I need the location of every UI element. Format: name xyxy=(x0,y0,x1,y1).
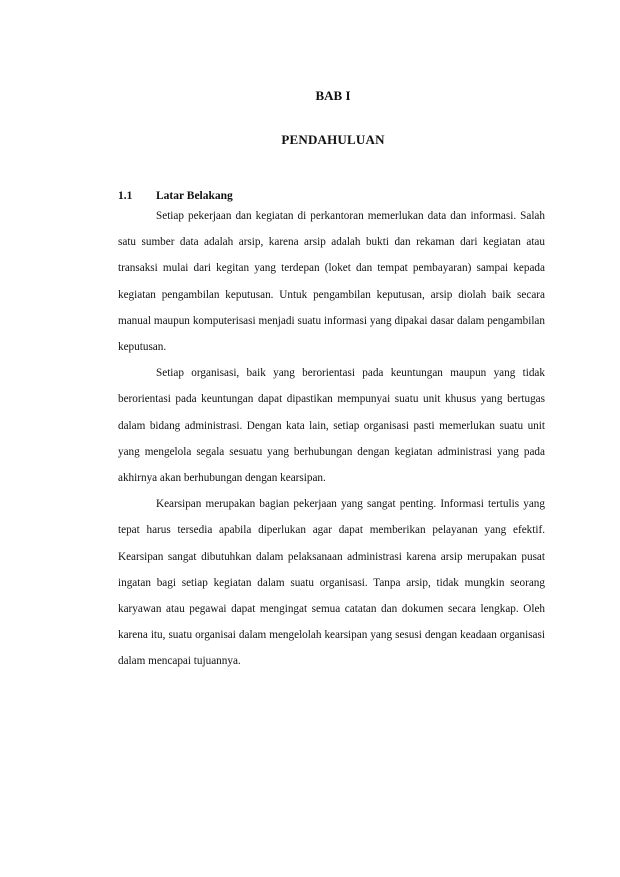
section-number: 1.1 xyxy=(118,190,133,202)
section-heading xyxy=(118,190,233,202)
body-text xyxy=(118,203,545,675)
paragraph-1: Setiap pekerjaan dan kegiatan di perkantoran memerlukan data dan informasi. Salah satu sumber data adalah arsip, karena arsip adalah bukti dan rekaman dari kegiatan atau transaksi mulai dari kegitan yang terdepan (loket dan tempat pembayaran) sampai kepada kegiatan pengambilan keputusan. Untuk pengambilan keputusan, arsip diolah baik secara manual maupun komputerisasi menjadi suatu informasi yang dipakai dasar dalam pengambilan keputusan. xyxy=(118,210,545,354)
chapter-number: BAB I xyxy=(315,88,351,103)
section-title: Latar Belakang xyxy=(156,190,233,202)
chapter-title: PENDAHULUAN xyxy=(281,132,385,147)
paragraph-3: Kearsipan merupakan bagian pekerjaan yang sangat penting. Informasi tertulis yang tepat harus tersedia apabila diperlukan agar dapat memberikan pelayanan yang efektif. Kearsipan sangat dibutuhkan dalam pelaksanaan administrasi karena arsip merupakan pusat ingatan bagi setiap kegiatan dalam suatu organisasi. Tanpa arsip, tidak mungkin seorang karyawan atau pegawai dapat mengingat semua catatan dan dokumen secara lengkap. Oleh karena itu, suatu organisai dalam mengelolah kearsipan yang sesusi dengan keadaan organisasi dalam mencapai tujuannya. xyxy=(118,498,545,668)
paragraph-2: Setiap organisasi, baik yang berorientasi pada keuntungan maupun yang tidak berorientasi pada keuntungan dapat dipastikan mempunyai suatu unit khusus yang bertugas dalam bidang administrasi. Dengan kata lain, setiap organisasi pasti memerlukan suatu unit yang mengelola segala sesuatu yang berhubungan dengan kegiatan administrasi yang pada akhirnya akan berhubungan dengan kearsipan. xyxy=(118,367,545,485)
